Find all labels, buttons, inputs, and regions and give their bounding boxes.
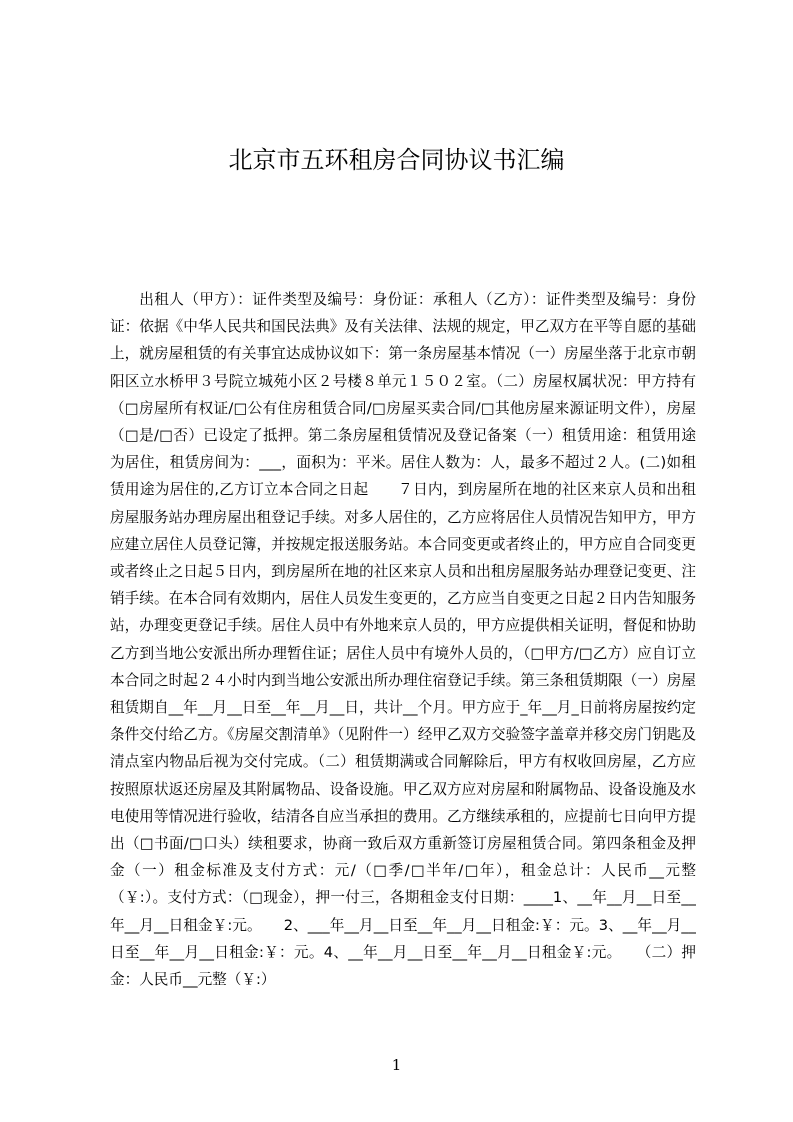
page-number: 1 bbox=[391, 1056, 402, 1074]
contract-body-paragraph: 出租人（甲方）：证件类型及编号：身份证：承租人（乙方）：证件类型及编号：身份证：依据《中华人民共和国民法典》及有关法律、法规的规定，甲乙双方在平等自愿的基础上，就房屋租赁的有关事宜达成协议如下：第一条房屋基本情况（一）房屋坐落于北京市朝阳区立水桥甲３号院立城苑小区２号楼８单元１５０２室。（二）房屋权属状况：甲方持有（□房屋所有权证/□公有住房租赁合同/□房屋买卖合同/□其他房屋来源证明文件），房屋（□是/□否）已设定了抵押。第二条房屋租赁情况及登记备案（一）租赁用途：租赁用途为居住，租赁房间为：___，面积为：平米。居住人数为：人，最多不超过２人。(二)如租赁用途为居住的,乙方订立本合同之日起 ７日内，到房屋所在地的社区来京人员和出租房屋服务站办理房屋出租登记手续。对多人居住的，乙方应将居住人员情况告知甲方，甲方应建立居住人员登记簿，并按规定报送服务站。本合同变更或者终止的，甲方应自合同变更或者终止之日起５日内，到房屋所在地的社区来京人员和出租房屋服务站办理登记变更、注销手续。在本合同有效期内，居住人员发生变更的，乙方应当自变更之日起２日内告知服务站，办理变更登记手续。居住人员中有外地来京人员的，甲方应提供相关证明，督促和协助乙方到当地公安派出所办理暂住证；居住人员中有境外人员的，（□甲方/□乙方）应自订立本合同之时起２４小时内到当地公安派出所办理住宿登记手续。第三条租赁期限（一）房屋租赁期自__年__月__日至__年__月__日，共计__个月。甲方应于_年__月_日前将房屋按约定条件交付给乙方。《房屋交割清单》（见附件一）经甲乙双方交验签字盖章并移交房门钥匙及清点室内物品后视为交付完成。（二）租赁期满或合同解除后，甲方有权收回房屋，乙方应按照原状返还房屋及其附属物品、设备设施。甲乙双方应对房屋和附属物品、设备设施及水电使用等情况进行验收，结清各自应当承担的费用。乙方继续承租的，应提前七日向甲方提出（□书面/□口头）续租要求，协商一致后双方重新签订房屋租赁合同。第四条租金及押金（一）租金标准及支付方式：元/（□季/□半年/□年），租金总计：人民币__元整（￥:）。支付方式：（□现金），押一付三，各期租金支付日期：____1、__年__月__日至__年__月__日租金￥:元。 2、___年__月__日至__年__月__日租金:￥：元。3、__年__月__日至__年__月__日租金:￥：元。4、__年__月__日至__年__月__日租金￥:元。 （二）押金：人民币__元整（￥:） bbox=[110, 291, 696, 989]
document-title: 北京市五环租房合同协议书汇编 bbox=[228, 146, 565, 174]
